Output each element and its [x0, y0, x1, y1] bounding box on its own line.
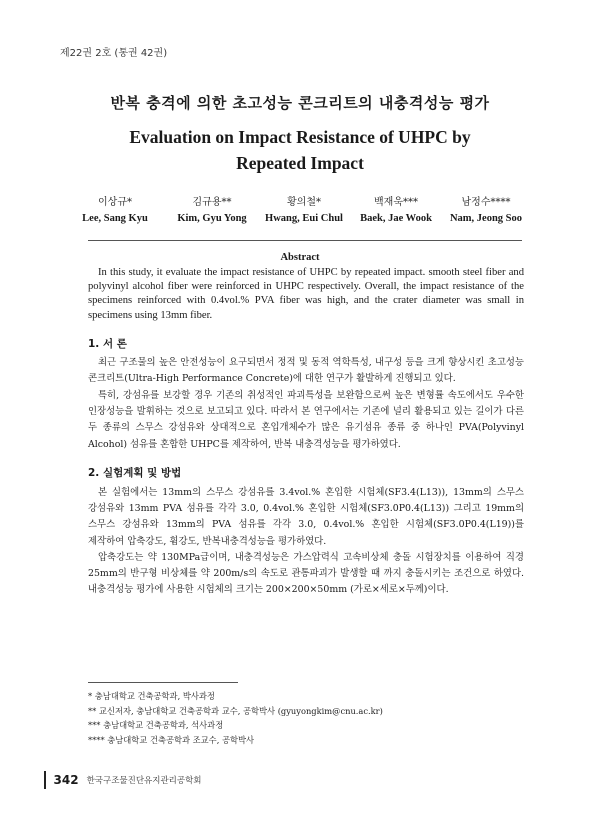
title-english: Evaluation on Impact Resistance of UHPC by Repeated Impact	[129, 127, 471, 173]
footnote-divider	[88, 682, 238, 683]
journal-name: 한국구조물진단유지관리공학회	[86, 776, 202, 786]
author-4	[351, 193, 441, 224]
author-name-korean: 백재욱***	[374, 197, 418, 208]
author-1	[70, 193, 160, 224]
paragraph: 압축강도는 약 130MPa급이며, 내충격성능은 가스압력식 고속비상체 충돌 시험장치를 이용하여 직경 25mm의 반구형 비상체를 약 200m/s의 속도로 관통파괴가 발생할 때 까지 충돌시키는 조건으로 하였다. 내충격성능 평가에 사용한 시험체의 크기는 200×200×50mm (가로×세로×두께)이다.	[88, 552, 524, 596]
author-name-korean: 김규용**	[192, 197, 232, 208]
title-korean: 반복 충격에 의한 초고성능 콘크리트의 내충격성능 평가	[110, 94, 490, 112]
footer-divider-bar	[44, 771, 46, 789]
author-list	[80, 193, 530, 233]
author-name-english: Kim, Gyu Yong	[177, 213, 247, 224]
author-name-korean: 황의철*	[287, 197, 321, 208]
footnote: ** 교신저자, 충남대학교 건축공학과 교수, 공학박사 (gyuyongkim@cnu.ac.kr)	[88, 705, 383, 716]
divider	[88, 240, 522, 241]
abstract-heading: Abstract	[280, 252, 320, 263]
section-heading-introduction: 1. 서 론	[88, 338, 127, 350]
section-heading-methods: 2. 실험계획 및 방법	[88, 467, 182, 479]
footnote: **** 충남대학교 건축공학과 조교수, 공학박사	[88, 734, 255, 745]
author-5	[441, 193, 531, 224]
author-name-english: Nam, Jeong Soo	[449, 213, 523, 224]
author-name-korean: 남정수****	[461, 197, 511, 208]
abstract-body: In this study, it evaluate the impact resistance of UHPC by repeated impact. smooth steel fiber and polyvinyl alcohol fiber were reinforced in UHPC respectively. Overall, the impact resistance of the specimens reinforced with 0.4vol.% PVA fiber was high, and the crater diameter was small in specimens using 13mm fiber.	[88, 267, 524, 321]
author-name-korean: 이상규*	[98, 197, 132, 208]
paragraph: 본 실험에서는 13mm의 스무스 강섬유를 3.4vol.% 혼입한 시험체(SF3.4(L13)), 13mm의 스무스 강섬유와 13mm PVA 섬유를 각각 3.0, 0.4vol.% 혼입한 시험체(SF3.0P0.4(L13)) 그리고 19mm의 스무스 강섬유와 13mm의 PVA 섬유를 각각 3.0, 0.4vol.% 혼입한 시험체(SF3.0P0.4(L19))를 제작하여 압축강도, 휨강도, 반복내충격성능을 평가하였다.	[88, 487, 524, 547]
journal-volume-header: 제22권 2호 (통권 42권)	[60, 48, 168, 59]
footnote: *** 충남대학교 건축공학과, 석사과정	[88, 720, 224, 730]
paragraph: 최근 구조물의 높은 안전성능이 요구되면서 정적 및 동적 역학특성, 내구성 등을 크게 향상시킨 초고성능 콘크리트(Ultra-High Performance Concrete)에 대한 연구가 활발하게 진행되고 있다.	[88, 357, 524, 385]
footnotes	[88, 689, 518, 747]
page-footer	[44, 770, 344, 790]
author-name-english: Lee, Sang Kyu	[82, 213, 148, 224]
author-3	[259, 193, 349, 224]
page-number: 342	[53, 773, 79, 787]
footnote: * 충남대학교 건축공학과, 박사과정	[88, 691, 215, 701]
author-2	[167, 193, 257, 224]
author-name-english: Hwang, Eui Chul	[265, 213, 343, 224]
paragraph: 특히, 강섬유를 보강할 경우 기존의 취성적인 파괴특성을 보완함으로써 높은 변형률 속도에서도 우수한 인장성능을 발휘하는 것으로 보고되고 있다. 따라서 본 연구에서는 기존에 널리 활용되고 있는 길이가 다른 두 종류의 스무스 강섬유와 상대적으로 혼입개체수가 많은 유기섬유 종류 중 하나인 PVA(Polyvinyl Alcohol) 섬유를 혼합한 UHPC를 제작하여, 반복 내충격성능을 평가하였다.	[88, 390, 524, 450]
author-name-english: Baek, Jae Wook	[360, 213, 432, 224]
